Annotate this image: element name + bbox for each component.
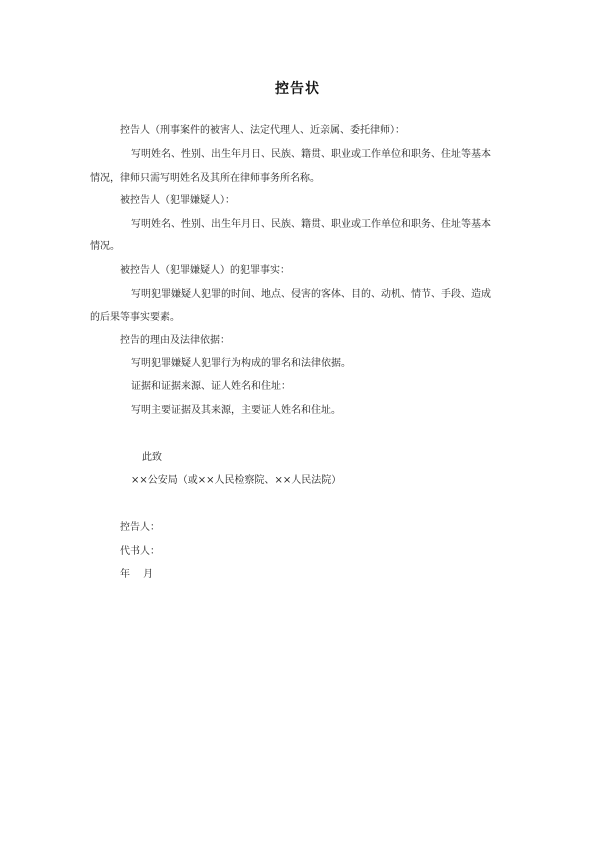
reasons-heading: 控告的理由及法律依据： [120,335,230,346]
reasons-description: 写明犯罪嫌疑人犯罪行为构成的罪名和法律依据。 [131,358,351,369]
date-label: 年 月 [120,569,154,580]
criminal-facts-description-line-1: 写明犯罪嫌疑人犯罪的时间、地点、侵害的客体、目的、动机、情节、手段、造成 [131,289,491,300]
salutation: 此致 [142,452,162,463]
complainant-heading: 控告人（刑事案件的被害人、法定代理人、近亲属、委托律师）： [120,125,405,136]
complainant-description-line-2: 情况，律师只需写明姓名及其所在律师事务所名称。 [90,173,320,184]
evidence-heading: 证据和证据来源、证人姓名和住址： [131,381,291,392]
criminal-facts-heading: 被控告人（犯罪嫌疑人）的犯罪事实： [120,265,290,276]
criminal-facts-description-line-2: 的后果等事实要素。 [90,312,180,323]
accused-heading: 被控告人（犯罪嫌疑人）： [120,195,235,206]
document-title: 控告状 [275,81,320,97]
accused-description-line-2: 情况。 [90,241,120,252]
recipient: ××公安局（或××人民检察院、××人民法院） [131,475,342,486]
accused-description-line-1: 写明姓名、性别、出生年月日、民族、籍贯、职业或工作单位和职务、住址等基本 [131,219,491,230]
writer-signature-label: 代书人： [120,546,160,557]
evidence-description: 写明主要证据及其来源，主要证人姓名和住址。 [131,405,341,416]
complainant-signature-label: 控告人： [120,522,160,533]
complainant-description-line-1: 写明姓名、性别、出生年月日、民族、籍贯、职业或工作单位和职务、住址等基本 [131,149,491,160]
